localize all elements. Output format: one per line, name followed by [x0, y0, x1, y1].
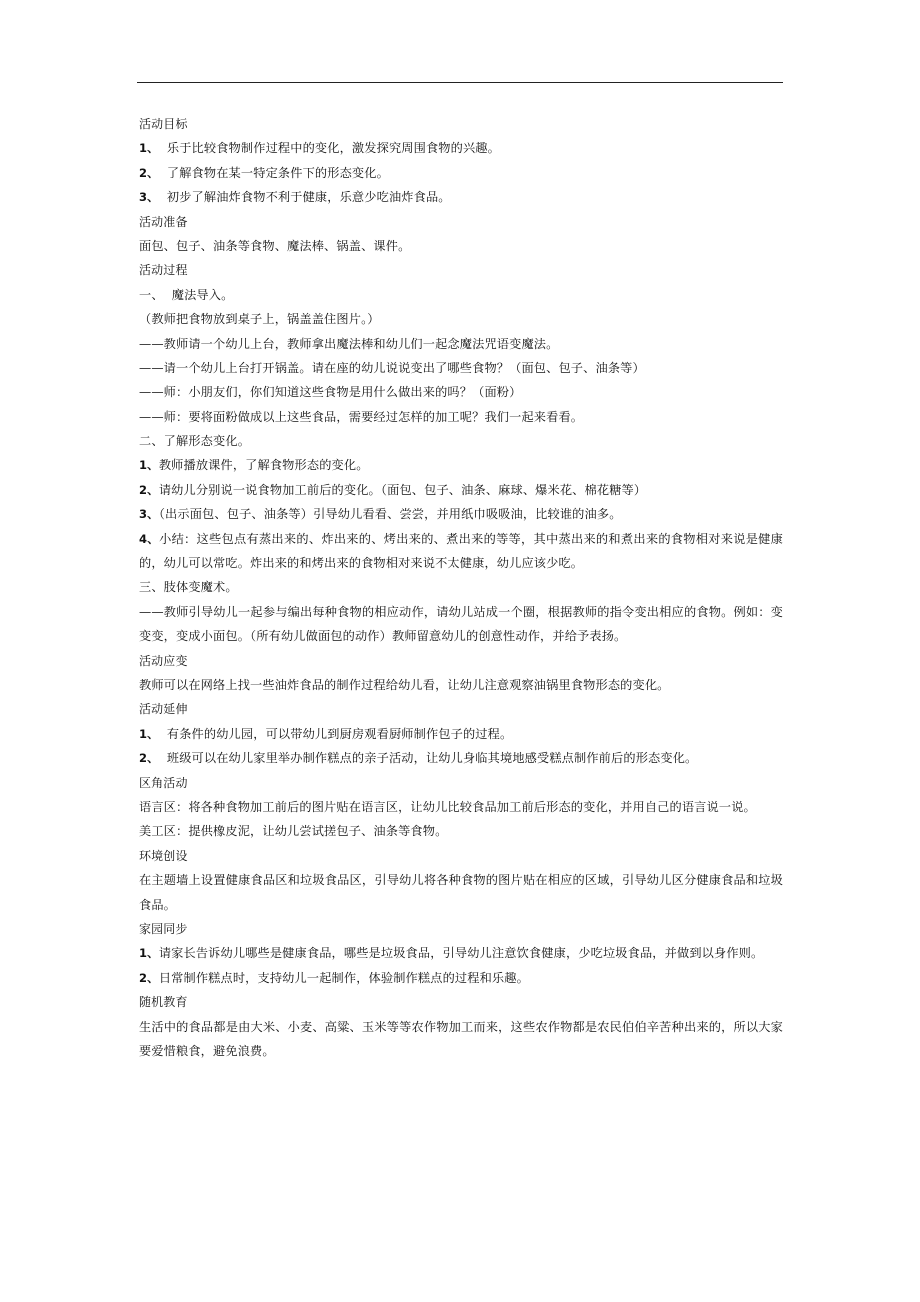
list-item	[139, 746, 783, 770]
item-text: 教师播放课件，了解食物形态的变化。	[158, 458, 369, 473]
list-item	[139, 527, 783, 576]
item-number: 1、	[139, 946, 159, 961]
section-heading-home-sync: 家园同步	[139, 921, 188, 936]
section-heading-corner-activities: 区角活动	[139, 775, 188, 790]
section-heading-environment: 环境创设	[139, 848, 188, 863]
item-number: 1、	[139, 458, 159, 473]
paragraph: ——教师请一个幼儿上台，教师拿出魔法棒和幼儿们一起念魔法咒语变魔法。	[139, 336, 559, 351]
item-text: 初步了解油炸食物不利于健康，乐意少吃油炸食品。	[166, 190, 451, 205]
section-heading-preparation: 活动准备	[139, 214, 188, 229]
paragraph: 面包、包子、油条等食物、魔法棒、锅盖、课件。	[139, 238, 411, 253]
item-text: 请家长告诉幼儿哪些是健康食品，哪些是垃圾食品，引导幼儿注意饮食健康，少吃垃圾食品，并做到以身作则。	[158, 946, 764, 961]
section-heading-random-education: 随机教育	[139, 995, 188, 1010]
item-text: 有条件的幼儿园，可以带幼儿到厨房观看厨师制作包子的过程。	[166, 726, 513, 741]
section-heading-process: 活动过程	[139, 263, 188, 278]
item-text: 小结：这些包点有蒸出来的、炸出来的、烤出来的、煮出来的等等，其中蒸出来的和煮出来的食物相对来说是健康的，幼儿可以常吃。炸出来的和烤出来的食物相对来说不太健康，幼儿应该少吃。	[139, 531, 783, 571]
list-item	[139, 453, 783, 477]
item-number: 2、	[139, 165, 159, 180]
item-number: 一、	[139, 287, 164, 302]
paragraph: （教师把食物放到桌子上，锅盖盖住图片。）	[139, 312, 380, 327]
section-heading-goals: 活动目标	[139, 117, 188, 131]
step-heading: 三、肢体变魔术。	[139, 580, 238, 595]
goal-item	[139, 185, 783, 209]
item-number: 3、	[139, 507, 159, 522]
item-number: 4、	[139, 531, 160, 546]
list-item	[139, 966, 783, 990]
item-number: 3、	[139, 190, 159, 205]
item-text: （出示面包、包子、油条等）引导幼儿看看、尝尝，并用纸巾吸吸油，比较谁的油多。	[158, 507, 622, 522]
goal-item	[139, 136, 783, 160]
paragraph: 美工区：提供橡皮泥，让幼儿尝试搓包子、油条等食物。	[139, 824, 448, 839]
item-number: 2、	[139, 751, 159, 766]
goal-item	[139, 161, 783, 185]
item-number: 1、	[139, 726, 159, 741]
item-text: 乐于比较食物制作过程中的变化，激发探究周围食物的兴趣。	[166, 141, 500, 156]
item-text: 班级可以在幼儿家里举办制作糕点的亲子活动，让幼儿身临其境地感受糕点制作前后的形态变化。	[166, 751, 698, 766]
section-heading-adaptation: 活动应变	[139, 653, 188, 668]
paragraph: ——师：要将面粉做成以上这些食品，需要经过怎样的加工呢？我们一起来看看。	[139, 409, 584, 424]
item-number: 2、	[139, 482, 159, 497]
header-rule	[137, 82, 783, 83]
item-number: 1、	[139, 141, 159, 156]
list-item	[139, 941, 783, 965]
step-heading: 二、了解形态变化。	[139, 434, 251, 449]
document-body	[139, 112, 783, 1063]
list-item	[139, 502, 783, 526]
paragraph: 教师可以在网络上找一些油炸食品的制作过程给幼儿看，让幼儿注意观察油锅里食物形态的变化。	[139, 678, 670, 693]
item-text: 了解食物在某一特定条件下的形态变化。	[166, 165, 389, 180]
paragraph: ——师：小朋友们，你们知道这些食物是用什么做出来的吗？（面粉）	[139, 385, 522, 400]
item-text: 日常制作糕点时，支持幼儿一起制作，体验制作糕点的过程和乐趣。	[158, 970, 529, 985]
list-item	[139, 478, 783, 502]
paragraph: 语言区：将各种食物加工前后的图片贴在语言区，让幼儿比较食品加工前后形态的变化，并用自己的语言说一说。	[139, 800, 756, 814]
section-heading-extension: 活动延伸	[139, 702, 188, 717]
item-number: 2、	[139, 970, 159, 985]
item-text: 请幼儿分别说一说食物加工前后的变化。（面包、包子、油条、麻球、爆米花、棉花糖等）	[158, 482, 647, 497]
paragraph: 在主题墙上设置健康食品区和垃圾食品区，引导幼儿将各种食物的图片贴在相应的区域，引导幼儿区分健康食品和垃圾食品。	[139, 873, 783, 912]
paragraph: ——教师引导幼儿一起参与编出每种食物的相应动作，请幼儿站成一个圈，根据教师的指令变出相应的食物。例如：变变变，变成小面包。（所有幼儿做面包的动作）教师留意幼儿的创意性动作，并给予表扬。	[139, 604, 783, 644]
paragraph: 生活中的食品都是由大米、小麦、高粱、玉米等等农作物加工而来，这些农作物都是农民伯伯辛苦种出来的，所以大家要爱惜粮食，避免浪费。	[139, 1019, 783, 1058]
step-heading	[139, 283, 783, 307]
list-item	[139, 722, 783, 746]
item-text: 魔法导入。	[171, 287, 234, 302]
paragraph: ——请一个幼儿上台打开锅盖。请在座的幼儿说说变出了哪些食物？（面包、包子、油条等）	[139, 360, 645, 375]
